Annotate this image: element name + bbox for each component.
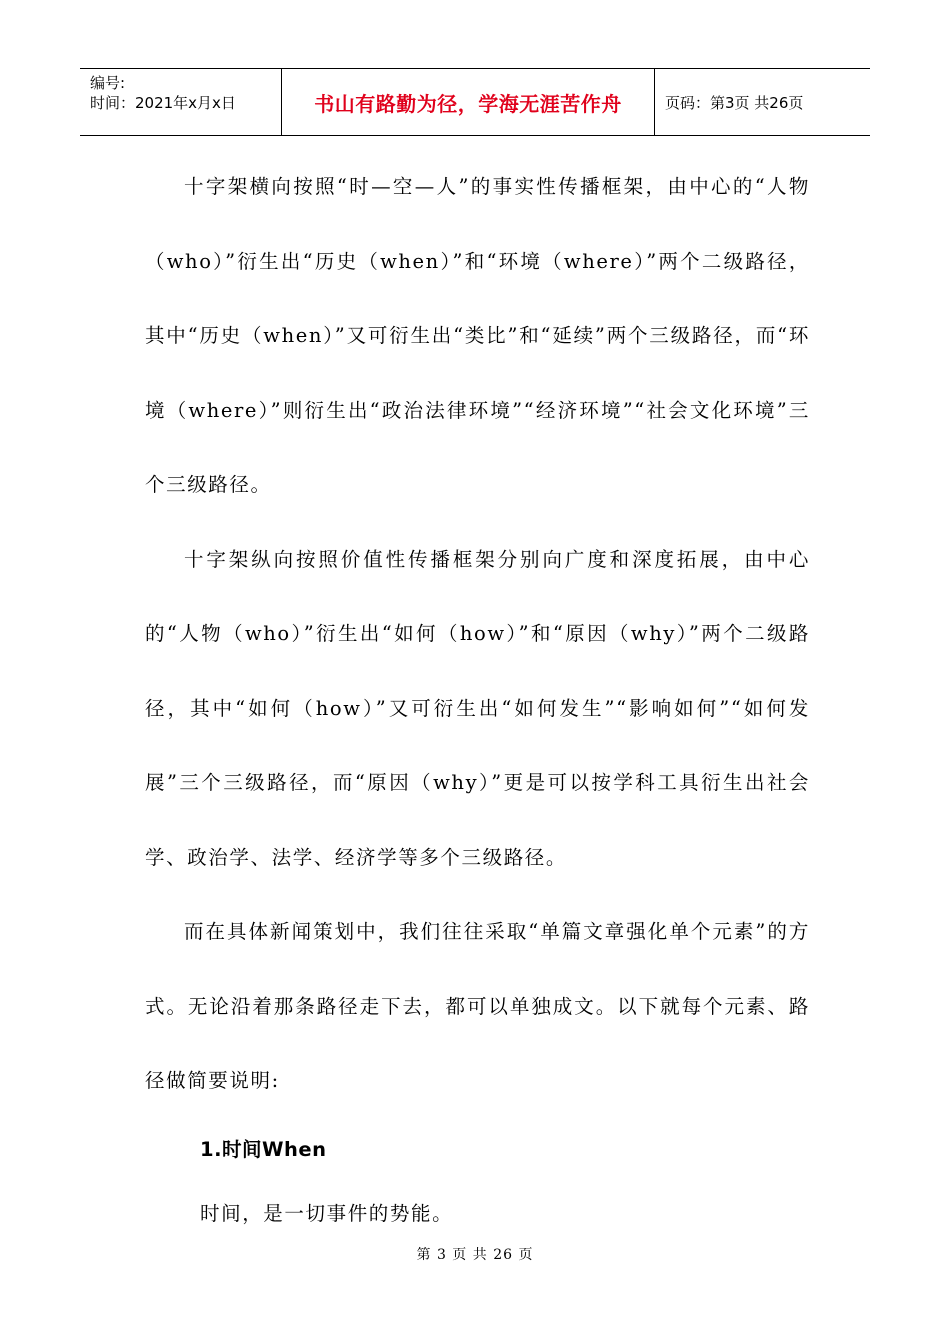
document-number-label: 编号:: [90, 74, 126, 92]
paragraph-vertical-framework: 十字架纵向按照价值性传播框架分别向广度和深度拓展，由中心的“人物（who）”衍生出“如何（how）”和“原因（why）”两个二级路径，其中“如何（how）”又可衍生出“如何发生”“影响如何”“如何发展”三个三级路径，而“原因（why）”更是可以按学科工具衍生出社会学、政治学、法学、经济学等多个三级路径。: [145, 547, 810, 869]
section-text-when: 时间，是一切事件的势能。: [200, 1201, 454, 1225]
header-meta-cell: [80, 69, 282, 135]
header-motto: 书山有路勤为径，学海无涯苦作舟: [314, 91, 622, 116]
document-date: 时间：2021年x月x日: [90, 94, 236, 112]
header-page-cell: [655, 69, 870, 135]
section-heading-when: 1.时间When: [200, 1137, 327, 1161]
paragraph-horizontal-framework: 十字架横向按照“时—空—人”的事实性传播框架，由中心的“人物（who）”衍生出“历史（when）”和“环境（where）”两个二级路径，其中“历史（when）”又可衍生出“类比”和“延续”两个三级路径，而“环境（where）”则衍生出“政治法律环境”“经济环境”“社会文化环境”三个三级路径。: [145, 175, 810, 496]
paragraph-news-planning: 而在具体新闻策划中，我们往往采取“单篇文章强化单个元素”的方式。无论沿着那条路径走下去，都可以单独成文。以下就每个元素、路径做简要说明:: [145, 920, 810, 1092]
header-table: [80, 68, 870, 136]
page-footer: 第 3 页 共 26 页: [416, 1247, 534, 1263]
header-page-info: 页码：第3页 共26页: [665, 93, 804, 112]
header-motto-cell: [282, 69, 655, 135]
document-body: [145, 150, 810, 1248]
